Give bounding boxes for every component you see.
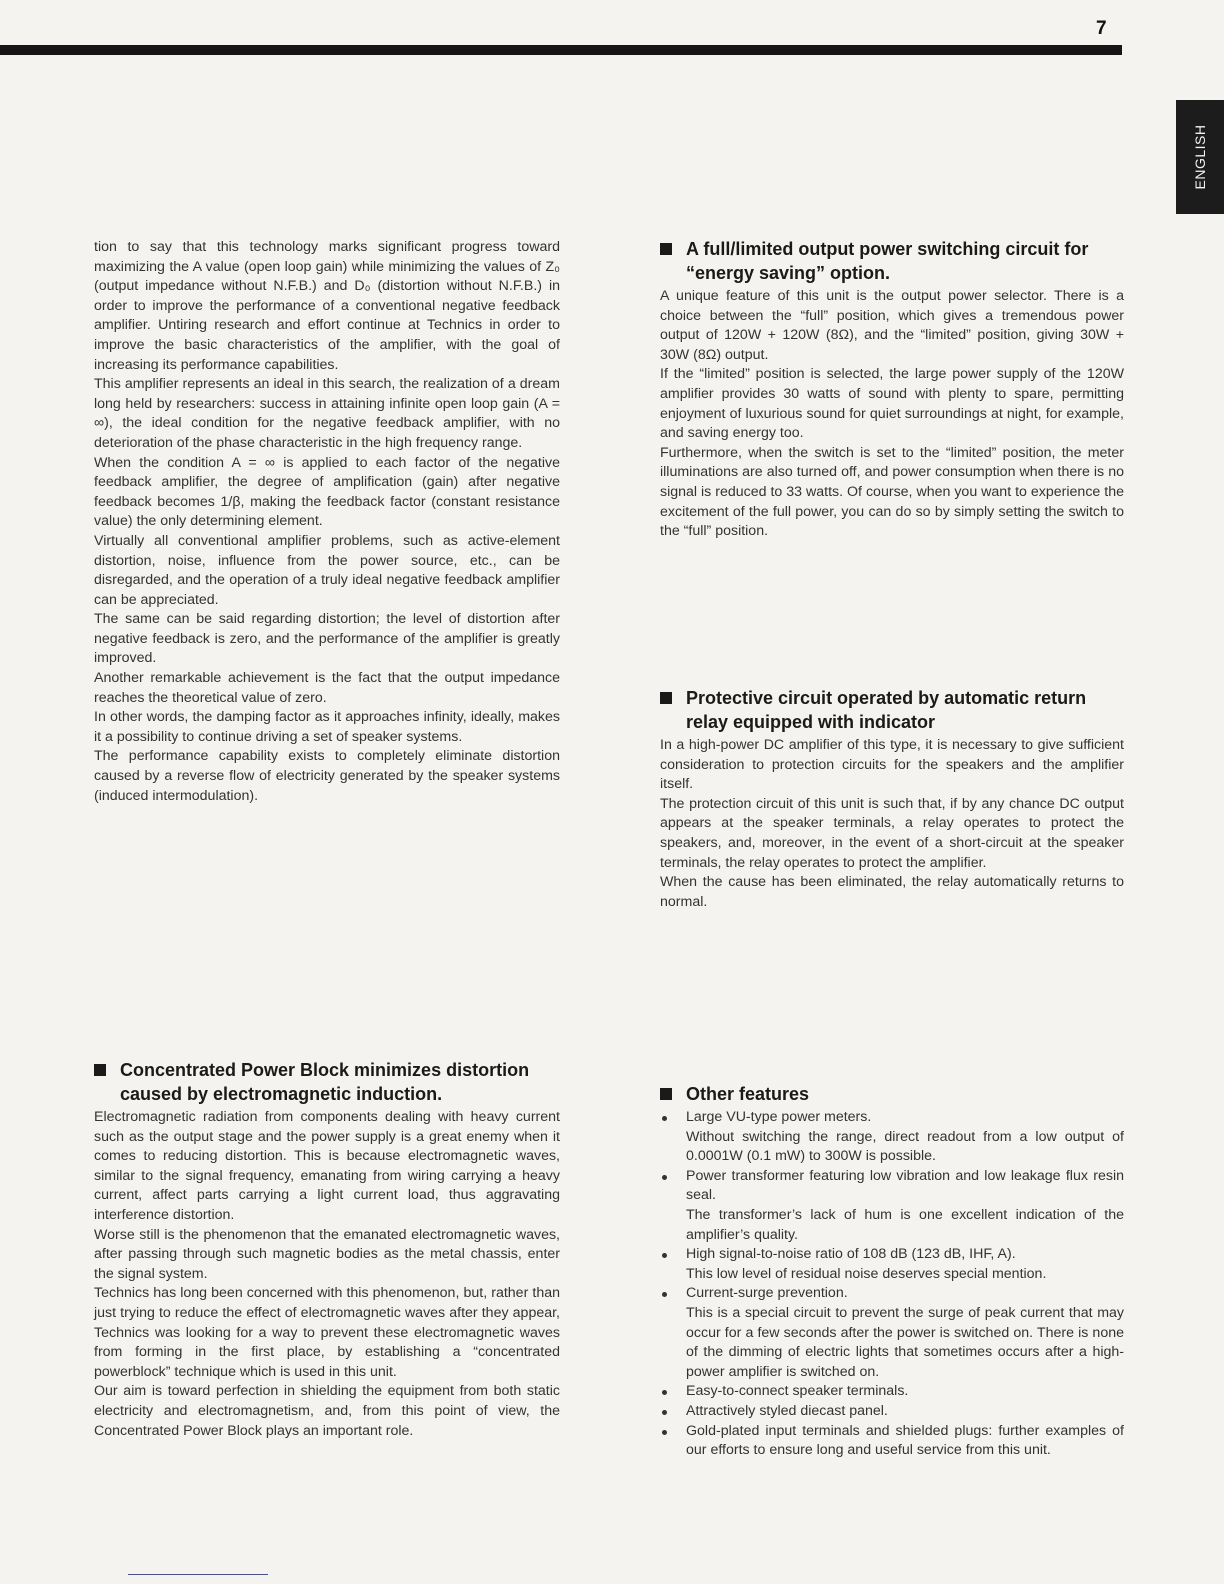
section-heading-text: Protective circuit operated by automatic return relay equipped with indicator [686,688,1087,732]
list-item [660,1422,1124,1461]
paragraph: This amplifier represents an ideal in this search, the realization of a dream long held by researchers: success in attaining infinite open loop gain (A = ∞), the ideal condition for the negative feedback amplifier, with no deterioration of the phase characteristic in the high frequency range. [94,376,560,451]
page-number: 7 [1096,18,1107,39]
paragraph: Technics has long been concerned with this phenomenon, but, rather than just trying to reduce the effect of electromagnetic waves after they appear, Technics was looking for a way to prevent these electromagnetic waves from forming in the first place, by establishing a “concentrated powerblock” technique which is used in this unit. [94,1285,560,1380]
feature-title: Large VU-type power meters. [686,1109,872,1125]
bullet-icon [662,1410,667,1415]
feature-detail: This low level of residual noise deserves special mention. [686,1265,1047,1282]
section-heading-text: Concentrated Power Block minimizes distortion caused by electromagnetic induction. [120,1060,530,1104]
feature-title: Attractively styled diecast panel. [686,1402,888,1419]
bullet-icon [662,1175,667,1180]
list-item [660,1402,1124,1422]
power-switching-section [660,237,1124,542]
feature-title: Power transformer featuring low vibration and low leakage flux resin seal. [686,1167,1124,1204]
list-item [660,1245,1124,1284]
bullet-icon [662,1253,667,1258]
list-item [660,1167,1124,1245]
square-bullet-icon [660,1088,672,1100]
feature-title: Gold-plated input terminals and shielded plugs: further examples of our efforts to ensure long and useful service from this unit. [686,1422,1124,1459]
section-heading [94,1058,560,1106]
square-bullet-icon [660,243,672,255]
feature-detail: The transformer’s lack of hum is one excellent indication of the amplifier’s quality. [686,1206,1124,1243]
feature-title: High signal-to-noise ratio of 108 dB (123 dB, IHF, A). [686,1246,1016,1263]
bullet-icon [662,1430,667,1435]
section-heading-text: A full/limited output power switching circuit for “energy saving” option. [686,239,1089,283]
section-heading-text: Other features [686,1084,810,1104]
paragraph: The protection circuit of this unit is such that, if by any chance DC output appears at the speaker terminals, a relay operates to protect the speakers, and, moreover, in the event of a short-circuit at the speaker terminals, the relay operates to protect the amplifier. [660,795,1124,871]
paragraph: If the “limited” position is selected, the large power supply of the 120W amplifier provides 30 watts of sound with plenty to spare, permitting enjoyment of luxurious sound for quiet surroundings at night, for example, and saving energy too. [660,366,1124,442]
paragraph: Electromagnetic radiation from components dealing with heavy current such as the output stage and the power supply is a great enemy when it comes to reducing distortion. This is because electromagnetic waves, similar to the signal frequency, emanating from wiring carrying a heavy current, affect parts carrying a light current load, thus aggravating interference distortion. [94,1109,560,1223]
header-rule [0,45,1122,55]
language-tab-label: ENGLISH [1192,124,1208,190]
other-features-section [660,1082,1124,1461]
feature-title: Current-surge prevention. [686,1285,848,1302]
list-item [660,1108,1124,1167]
paragraph: Worse still is the phenomenon that the emanated electromagnetic waves, after passing through such magnetic bodies as the metal chassis, enter the signal system. [94,1226,560,1282]
bullet-icon [662,1116,667,1121]
paragraph: Furthermore, when the switch is set to the “limited” position, the meter illuminations are also turned off, and power consumption when there is no signal is reduced to 33 watts. Of course, when you want to experience the excitement of the full power, you can do so by simply setting the switch to the “full” position. [660,444,1124,540]
feature-detail: This is a special circuit to prevent the surge of peak current that may occur for a few seconds after the power is switched on. There is none of the dimming of electric lights that sometimes occurs after a high-power amplifier is switched on. [686,1304,1124,1380]
paragraph: The same can be said regarding distortion; the level of distortion after negative feedback is zero, and the performance of the amplifier is greatly improved. [94,611,560,667]
paragraph: Our aim is toward perfection in shielding the equipment from both static electricity and electromagnetism, and, from this point of view, the Concentrated Power Block plays an important role. [94,1383,560,1439]
paragraph: A unique feature of this unit is the output power selector. There is a choice between the “full” position, which gives a tremendous power output of 120W + 120W (8Ω), and the “limited” position, giving 30W + 30W (8Ω) output. [660,288,1124,363]
bullet-icon [662,1390,667,1395]
features-list [660,1108,1124,1461]
paragraph: tion to say that this technology marks significant progress toward maximizing the A value (open loop gain) while minimizing the values of Z₀ (output impedance without N.F.B.) and D₀ (distortion without N.F.B.) in order to improve the performance of a conventional negative feedback amplifier. Untiring research and effort continue at Technics in order to improve the basic characteristics of the amplifier, with the goal of increasing its performance capabilities. [94,239,560,373]
paragraph: The performance capability exists to completely eliminate distortion caused by a reverse flow of electricity generated by the speaker systems (induced intermodulation). [94,748,560,804]
bullet-icon [662,1292,667,1297]
left-top-section [94,238,560,806]
section-heading [660,1082,1124,1106]
concentrated-power-block-section [94,1058,560,1441]
square-bullet-icon [660,692,672,704]
list-item [660,1284,1124,1382]
feature-detail: Without switching the range, direct readout from a low output of 0.0001W (0.1 mW) to 300W is possible. [686,1128,1124,1165]
paragraph: When the cause has been eliminated, the relay automatically returns to normal. [660,874,1124,910]
footer-rule [128,1574,268,1575]
paragraph: In a high-power DC amplifier of this type, it is necessary to give sufficient consideration to protection circuits for the speakers and the amplifier itself. [660,737,1124,793]
paragraph: Virtually all conventional amplifier problems, such as active-element distortion, noise, influence from the power source, etc., can be disregarded, and the operation of a truly ideal negative feedback amplifier can be appreciated. [94,532,560,608]
list-item [660,1382,1124,1402]
paragraph: In other words, the damping factor as it approaches infinity, ideally, makes it a possibility to continue driving a set of speaker systems. [94,709,560,745]
protective-circuit-section [660,686,1124,912]
paragraph: When the condition A = ∞ is applied to each factor of the negative feedback amplifier, the degree of amplification (gain) after negative feedback becomes 1/β, making the feedback factor (constant resistance value) the only determining element. [94,454,560,530]
section-heading [660,686,1124,734]
feature-title: Easy-to-connect speaker terminals. [686,1383,909,1400]
language-tab [1176,100,1224,214]
paragraph: Another remarkable achievement is the fact that the output impedance reaches the theoretical value of zero. [94,670,560,706]
section-heading [660,237,1124,285]
square-bullet-icon [94,1064,106,1076]
